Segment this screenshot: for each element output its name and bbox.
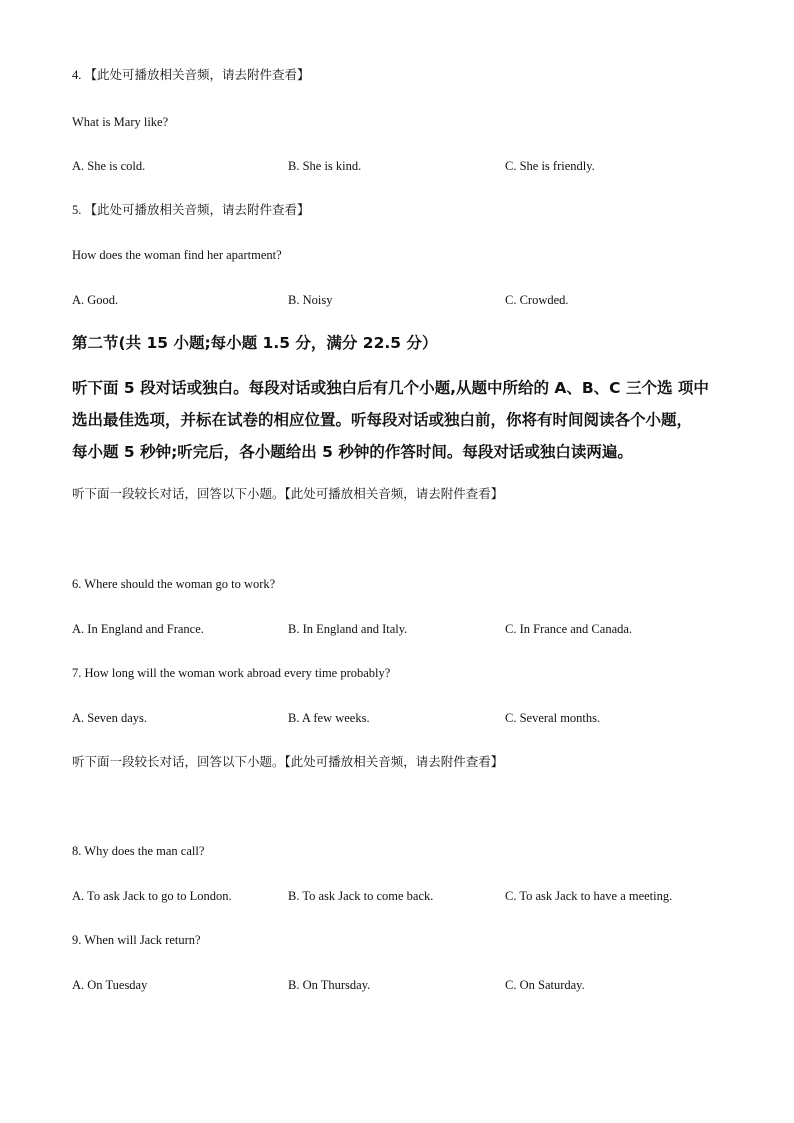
question-5-option-c: C. Crowded.	[505, 293, 569, 307]
question-4-option-b: B. She is kind.	[288, 159, 362, 173]
section-instructions	[72, 372, 732, 468]
instruction-line-3: 每小题 5 秒钟;听完后，各小题给出 5 秒钟的作答时间。每段对话或独白读两遍。	[72, 443, 633, 461]
question-9-option-c: C. On Saturday.	[505, 978, 585, 992]
question-7-option-a: A. Seven days.	[72, 711, 147, 725]
question-number: 5.	[72, 203, 82, 217]
question-6-option-a: A. In England and France.	[72, 622, 204, 636]
audio-placeholder: 【此处可播放相关音频，请去附件查看】	[84, 202, 310, 217]
question-5-audio-line	[72, 202, 310, 218]
instruction-line-2: 选出最佳选项，并标在试卷的相应位置。听每段对话或独白前，你将有时间阅读各个小题，	[72, 411, 693, 429]
question-5-option-a: A. Good.	[72, 293, 119, 307]
question-6-option-b: B. In England and Italy.	[288, 622, 408, 636]
question-7-option-b: B. A few weeks.	[288, 711, 370, 725]
instruction-line-1: 听下面 5 段对话或独白。每段对话或独白后有几个小题,从题中所给的 A、B、C 三个选 项中	[72, 379, 709, 397]
question-number: 4.	[72, 68, 82, 82]
question-6-stem: 6. Where should the woman go to work?	[72, 577, 276, 591]
question-5-stem: How does the woman find her apartment?	[72, 248, 282, 262]
section-heading: 第二节(共 15 小题;每小题 1.5 分，满分 22.5 分）	[72, 334, 438, 352]
question-8-option-b: B. To ask Jack to come back.	[288, 889, 434, 903]
question-9-option-b: B. On Thursday.	[288, 978, 371, 992]
group-2-intro: 听下面一段较长对话，回答以下小题。【此处可播放相关音频，请去附件查看】	[72, 754, 504, 769]
question-7-stem: 7. How long will the woman work abroad every time probably?	[72, 666, 391, 680]
question-8-option-a: A. To ask Jack to go to London.	[72, 889, 232, 903]
question-7-option-c: C. Several months.	[505, 711, 601, 725]
question-8-option-c: C. To ask Jack to have a meeting.	[505, 889, 673, 903]
audio-placeholder: 【此处可播放相关音频，请去附件查看】	[84, 67, 310, 82]
question-4-option-a: A. She is cold.	[72, 159, 146, 173]
question-5-option-b: B. Noisy	[288, 293, 333, 307]
group-1-intro: 听下面一段较长对话，回答以下小题。【此处可播放相关音频，请去附件查看】	[72, 486, 504, 501]
question-9-stem: 9. When will Jack return?	[72, 933, 201, 947]
question-9-option-a: A. On Tuesday	[72, 978, 148, 992]
question-6-option-c: C. In France and Canada.	[505, 622, 633, 636]
question-4-audio-line	[72, 67, 310, 83]
question-8-stem: 8. Why does the man call?	[72, 844, 205, 858]
question-4-stem: What is Mary like?	[72, 115, 169, 129]
question-4-option-c: C. She is friendly.	[505, 159, 595, 173]
